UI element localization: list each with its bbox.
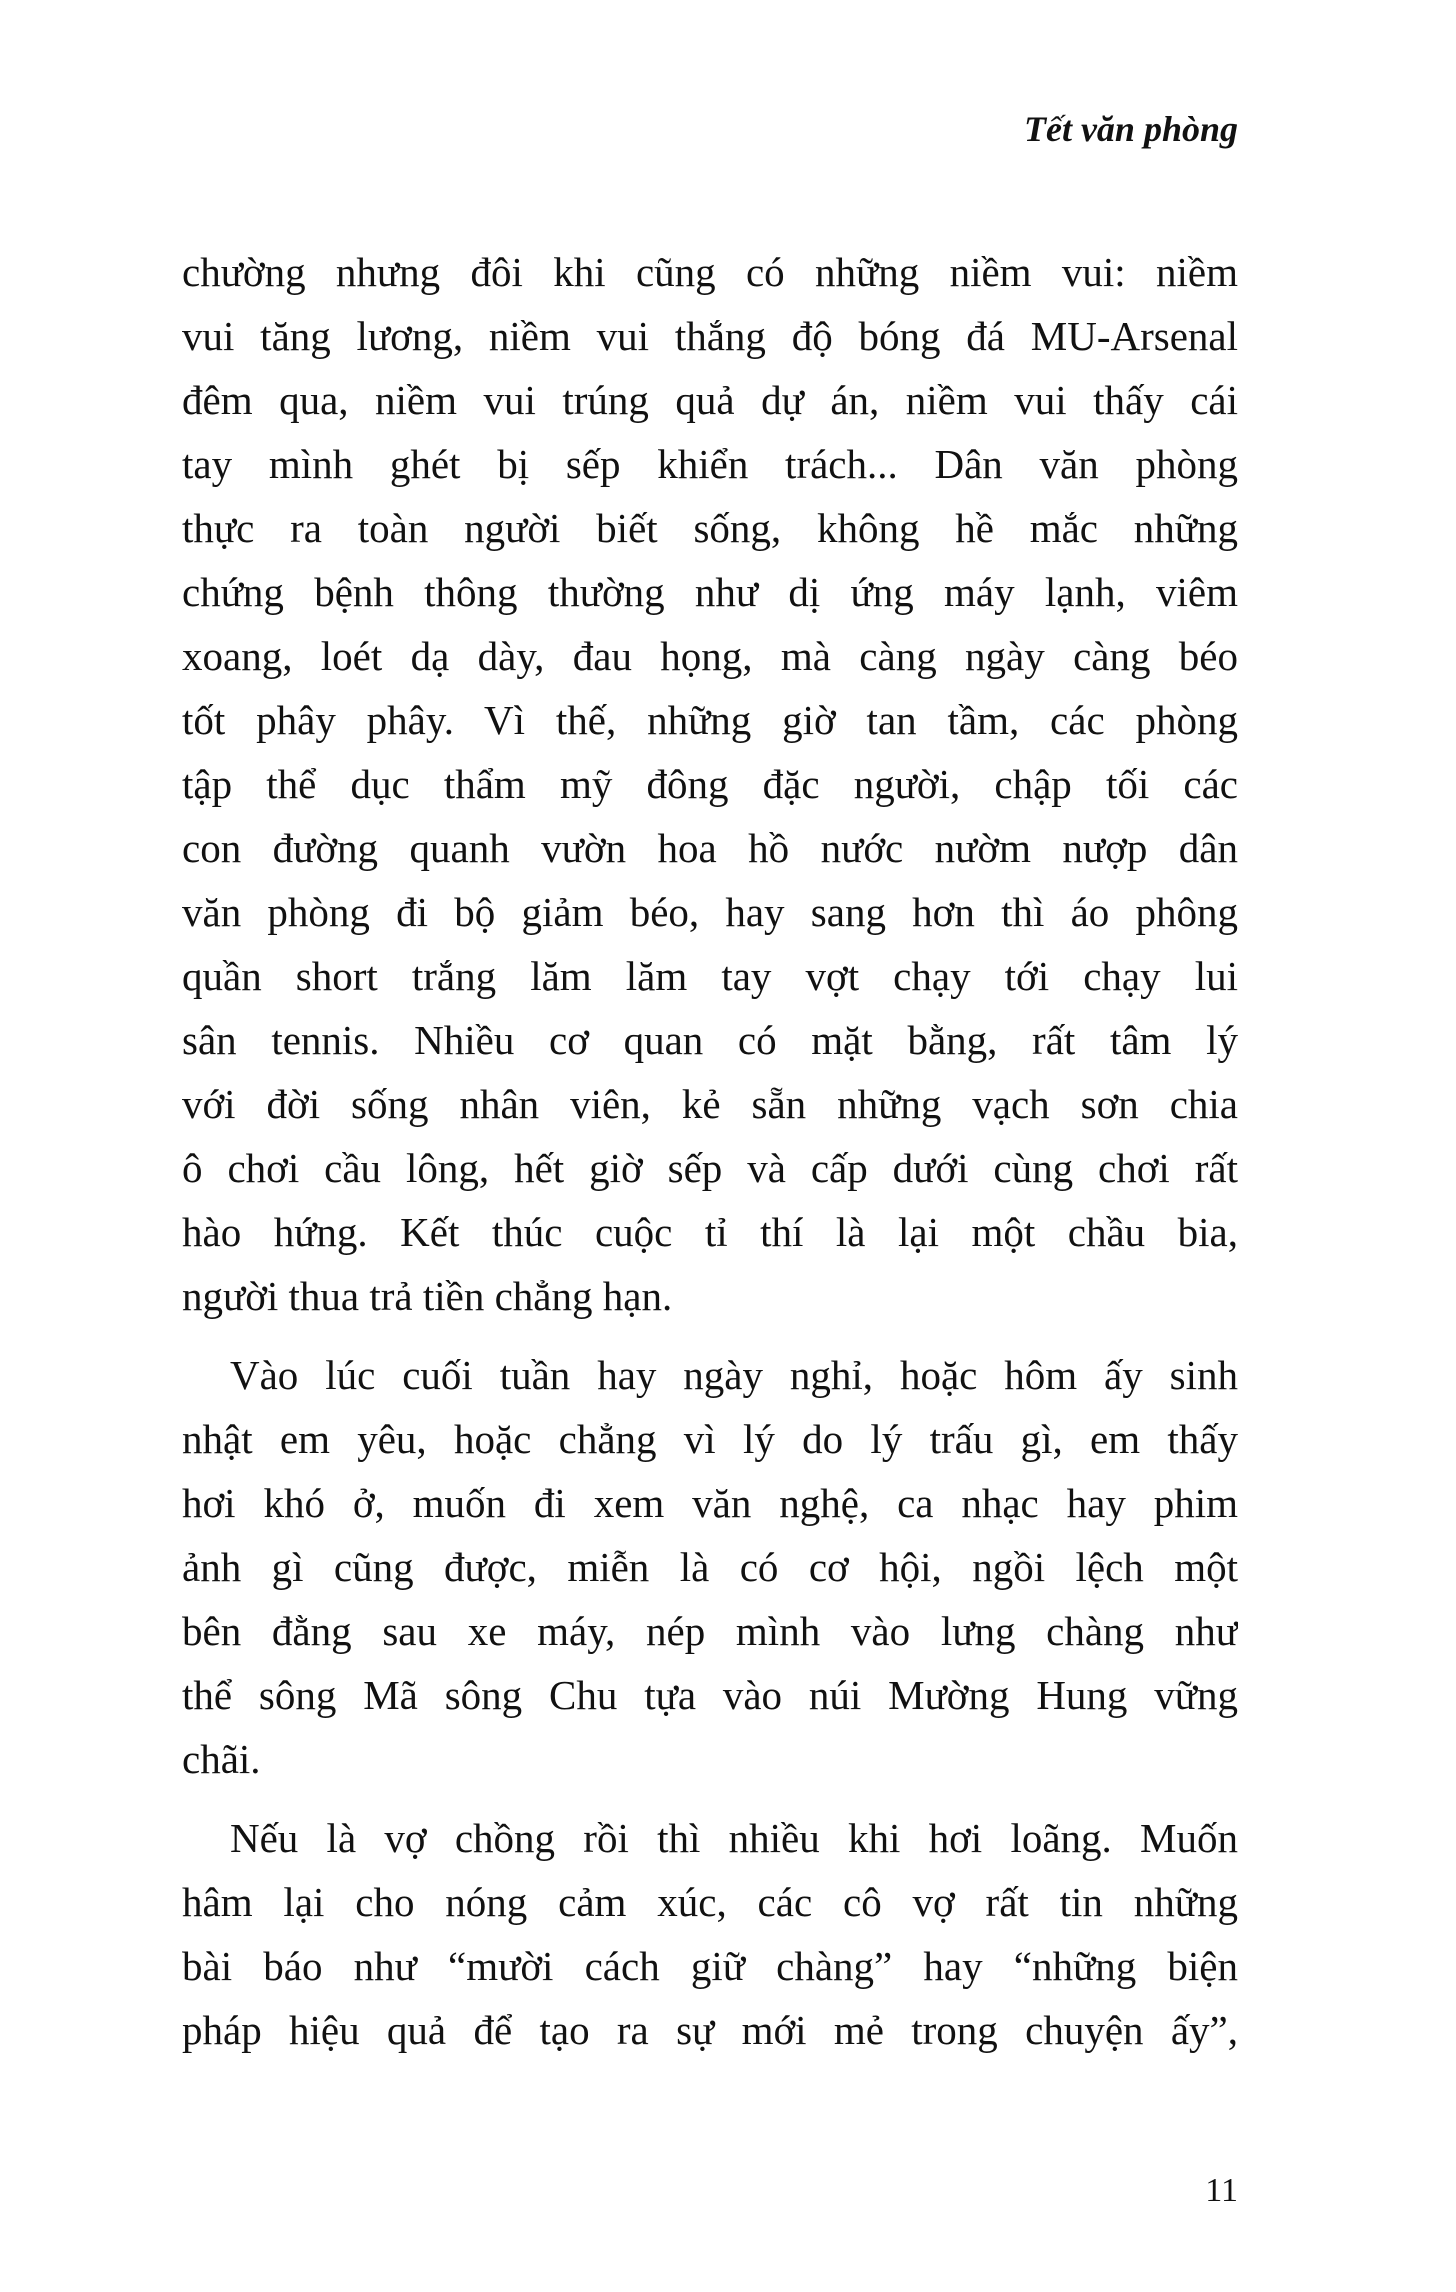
text-line: ảnh gì cũng được, miễn là có cơ hội, ngồi lệch một [182, 1544, 1238, 1590]
text-line: văn phòng đi bộ giảm béo, hay sang hơn thì áo phông [182, 889, 1238, 935]
text-line: bên đằng sau xe máy, nép mình vào lưng chàng như [182, 1608, 1238, 1654]
text-line: người thua trả tiền chẳng hạn. [182, 1273, 673, 1319]
text-line: chường nhưng đôi khi cũng có những niềm vui: niềm [182, 249, 1238, 295]
text-line: thực ra toàn người biết sống, không hề mắc những [182, 505, 1238, 551]
text-line: hào hứng. Kết thúc cuộc tỉ thí là lại một chầu bia, [182, 1209, 1238, 1255]
text-line: tốt phây phây. Vì thế, những giờ tan tầm, các phòng [182, 697, 1238, 743]
page-body [182, 240, 1238, 2077]
text-line: Vào lúc cuối tuần hay ngày nghỉ, hoặc hôm ấy sinh [230, 1352, 1238, 1398]
text-line: Nếu là vợ chồng rồi thì nhiều khi hơi loãng. Muốn [230, 1815, 1238, 1861]
text-line: với đời sống nhân viên, kẻ sẵn những vạch sơn chia [182, 1081, 1238, 1127]
text-line: xoang, loét dạ dày, đau họng, mà càng ngày càng béo [182, 633, 1238, 679]
text-line: chứng bệnh thông thường như dị ứng máy lạnh, viêm [182, 569, 1238, 615]
text-line: vui tăng lương, niềm vui thắng độ bóng đá MU-Arsenal [182, 313, 1238, 359]
paragraph [182, 240, 1238, 1328]
text-line: đêm qua, niềm vui trúng quả dự án, niềm vui thấy cái [182, 377, 1238, 423]
running-title: Tết văn phòng [1023, 109, 1238, 149]
text-line: nhật em yêu, hoặc chẳng vì lý do lý trấu gì, em thấy [182, 1416, 1238, 1462]
text-line: bài báo như “mười cách giữ chàng” hay “những biện [182, 1943, 1238, 1989]
paragraph [182, 1343, 1238, 1791]
text-line: thể sông Mã sông Chu tựa vào núi Mường Hung vững [182, 1672, 1238, 1718]
text-line: quần short trắng lăm lăm tay vợt chạy tới chạy lui [182, 953, 1238, 999]
text-line: chãi. [182, 1736, 261, 1782]
paragraph [182, 1806, 1238, 2062]
text-line: sân tennis. Nhiều cơ quan có mặt bằng, rất tâm lý [182, 1017, 1238, 1063]
text-line: tay mình ghét bị sếp khiển trách... Dân văn phòng [182, 441, 1238, 487]
text-line: ô chơi cầu lông, hết giờ sếp và cấp dưới cùng chơi rất [182, 1145, 1238, 1191]
text-line: pháp hiệu quả để tạo ra sự mới mẻ trong chuyện ấy”, [182, 2007, 1238, 2053]
text-line: con đường quanh vườn hoa hồ nước nườm nượp dân [182, 825, 1238, 871]
page-number: 11 [1205, 2172, 1238, 2209]
text-line: tập thể dục thẩm mỹ đông đặc người, chập tối các [182, 761, 1238, 807]
text-line: hâm lại cho nóng cảm xúc, các cô vợ rất tin những [182, 1879, 1238, 1925]
text-line: hơi khó ở, muốn đi xem văn nghệ, ca nhạc hay phim [182, 1480, 1238, 1526]
